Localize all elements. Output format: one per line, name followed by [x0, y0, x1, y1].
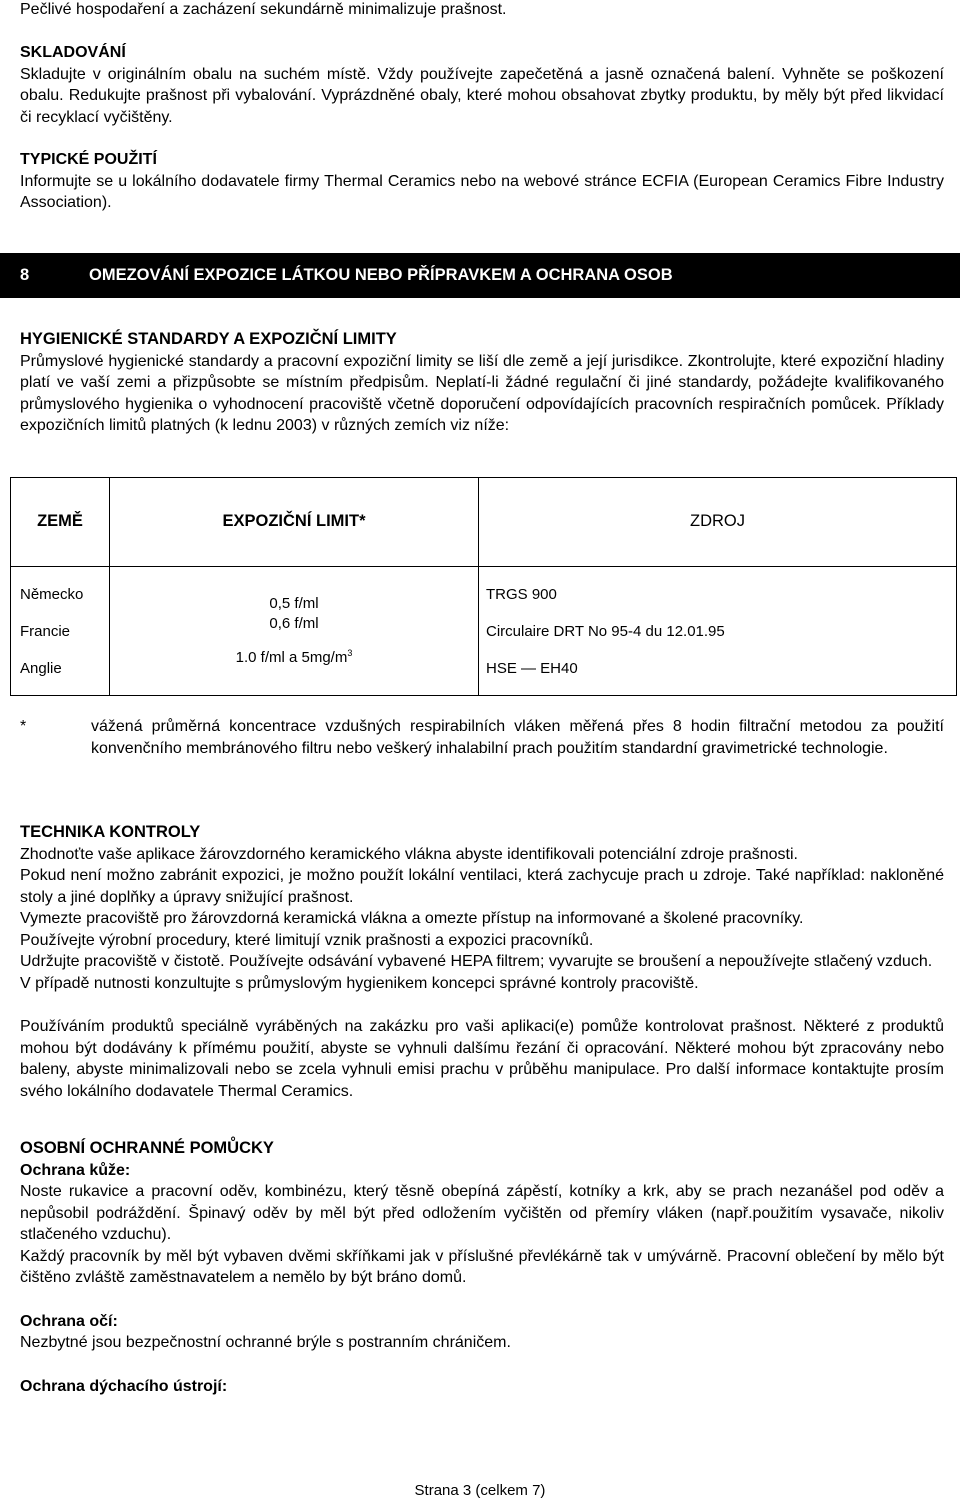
technika-line: Zhodnoťte vaše aplikace žárovzdorného keramického vlákna abyste identifikovali potenciální zdroje prašnosti.	[20, 845, 798, 863]
country-germany: Německo	[20, 585, 84, 603]
header-limit: EXPOZIČNÍ LIMIT*	[110, 478, 479, 567]
technika-section	[20, 822, 944, 1102]
skin-text: Noste rukavice a pracovní oděv, kombinézu, který těsně obepíná zápěstí, kotníky a krk, aby se prach nezanášel pod oděv a nepůsobil podráždění. Špinavý oděv by měl být před odložením vyčištěn od přemíry vláken (např.použitím vysavače, nikoliv stlačeného vzduchu).	[20, 1183, 944, 1243]
eye-heading: Ochrana očí:	[20, 1312, 118, 1330]
limit-germany: 0,5 f/ml	[269, 595, 319, 612]
source-france: Circulaire DRT No 95-4 du 12.01.95	[486, 622, 725, 640]
technika-line: Udržujte pracoviště v čistotě. Používejte odsávání vybavené HEPA filtrem; vyvarujte se broušení a nepoužívejte stlačený vzduch.	[20, 953, 933, 970]
country-england: Anglie	[20, 659, 62, 677]
typical-use-text: Informujte se u lokálního dodavatele firmy Thermal Ceramics nebo na webové stránce ECFIA (European Ceramics Fibre Industry Association).	[20, 172, 944, 211]
intro-text: Pečlivé hospodaření a zacházení sekundárně minimalizuje prašnost.	[20, 1, 507, 18]
respiratory-heading: Ochrana dýchacího ústrojí:	[20, 1377, 228, 1395]
header-country: ZEMĚ	[11, 478, 110, 567]
limit-france: 0,6 f/ml	[269, 615, 319, 632]
footnote-text: vážená průměrná koncentrace vzdušných respirabilních vláken měřená přes 8 hodin filtrační metodou za použití konvenčního membránového filtru nebo veškerý inhalabilní prach použitím standardní gravimetrické technologie.	[91, 718, 944, 757]
footnote-marker: *	[20, 718, 27, 735]
storage-heading: SKLADOVÁNÍ	[20, 44, 126, 61]
skin-heading: Ochrana kůže:	[20, 1161, 131, 1179]
hygiene-text: Průmyslové hygienické standardy a pracovní expoziční limity se liší dle země a její jurisdikce. Zkontrolujte, které expoziční hladiny platí ve vaší zemi a přizpůsobte se místním předpisům. Neplatí-li žádné regulační či jiné standardy, požádejte kvalifikovaného průmyslového hygienika o vyhodnocení pracoviště včetně doporučení odpovídajících pracovních respiračních pomůcek. Příklady expozičních limitů platných (k lednu 2003) v různých zemích viz níže:	[20, 352, 944, 434]
source-germany: TRGS 900	[486, 585, 557, 603]
technika-line: Pokud není možno zabránit expozici, je možno použít lokální ventilaci, která zachycuje prach u zdroje. Také například: nakloněné stoly a jiné doplňky a úpravy snižující prašnost.	[20, 867, 944, 906]
ppe-section	[20, 1138, 944, 1397]
limit-exponent: 3	[347, 648, 353, 658]
country-cell	[11, 567, 110, 696]
source-england: HSE — EH40	[486, 659, 578, 677]
storage-text: Skladujte v originálním obalu na suchém místě. Vždy používejte zapečetěná a jasně označená balení. Vyhněte se poškození obalu. Redukujte prašnost při vybalování. Vyprázdněné obaly, které mohou obsahovat zbytky produktu, by měly být před likvidací či recyklací vyčištěny.	[20, 65, 944, 126]
skin-text-2: Každý pracovník by měl být vybaven dvěmi skříňkami jak v příslušné převlékárně tak v umývárně. Pracovní oblečení by mělo být čištěno zvláště zaměstnavatelem a nemělo by být bráno domů.	[20, 1247, 944, 1286]
technika-line: Vymezte pracoviště pro žárovzdorná keramická vlákna a omezte přístup na informované a školené pracovníky.	[20, 910, 804, 927]
source-cell	[479, 567, 957, 696]
ppe-heading: OSOBNÍ OCHRANNÉ POMŮCKY	[20, 1139, 274, 1157]
technika-line: Používejte výrobní procedury, které limitují vznik prašnosti a expozici pracovníků.	[20, 931, 594, 949]
table-row	[11, 567, 957, 696]
country-france: Francie	[20, 622, 71, 640]
limit-england-value: 1.0 f/ml a 5mg/m	[235, 649, 348, 666]
typical-use-section	[20, 149, 944, 214]
technika-heading: TECHNIKA KONTROLY	[20, 823, 201, 841]
section-title: OMEZOVÁNÍ EXPOZICE LÁTKOU NEBO PŘÍPRAVKEM A OCHRANA OSOB	[89, 266, 673, 284]
hygiene-section	[20, 329, 944, 437]
limit-cell	[110, 567, 479, 696]
typical-use-heading: TYPICKÉ POUŽITÍ	[20, 151, 157, 168]
limit-england	[110, 648, 478, 668]
technika-paragraph: Používáním produktů speciálně vyráběných na zakázku pro vaši aplikaci(e) pomůže kontrolovat prašnost. Některé z produktů mohou být dodávány k přímému použití, abyste se vyhnuli dalšímu řezání či opracování. Některé mohou být zpracovány nebo baleny, abyste minimalizovali nebo se zcela vyhnuli emisi prachu v průběhu manipulace. Pro další informace kontaktujte prosím svého lokálního dodavatele Thermal Ceramics.	[20, 1018, 944, 1100]
storage-section	[20, 42, 944, 128]
header-source: ZDROJ	[479, 478, 957, 567]
section-number: 8	[20, 266, 30, 284]
section-8-bar	[0, 253, 960, 298]
exposure-limits-table	[10, 477, 957, 696]
page-footer: Strana 3 (celkem 7)	[414, 1482, 546, 1499]
table-header-row	[11, 478, 957, 567]
hygiene-heading: HYGIENICKÉ STANDARDY A EXPOZIČNÍ LIMITY	[20, 330, 397, 348]
eye-text: Nezbytné jsou bezpečnostní ochranné brýle s postranním chráničem.	[20, 1334, 511, 1351]
technika-line: V případě nutnosti konzultujte s průmyslovým hygienikem koncepci správné kontroly pracoviště.	[20, 974, 699, 992]
